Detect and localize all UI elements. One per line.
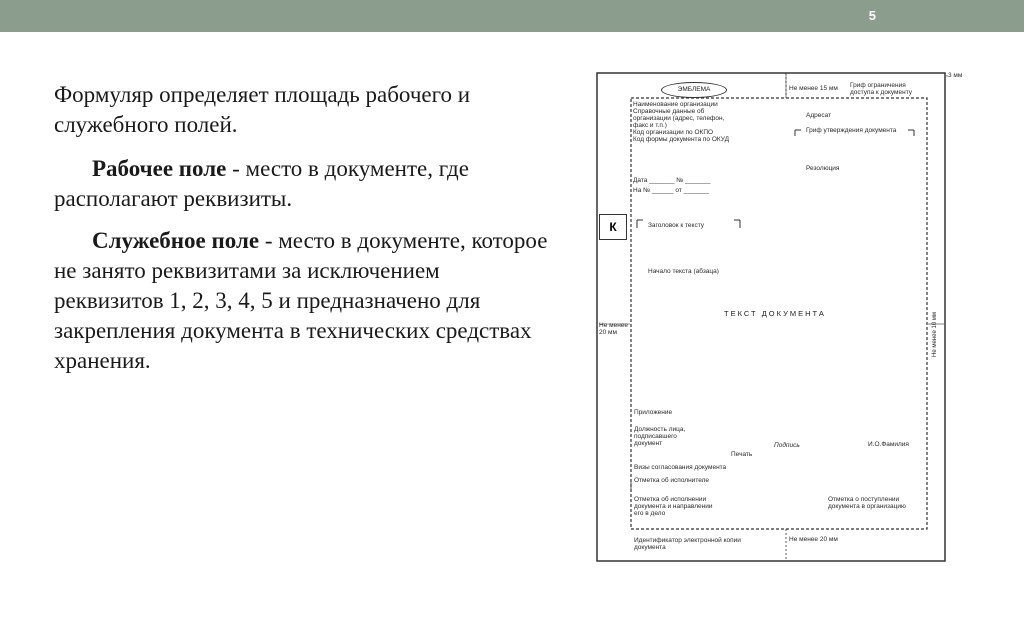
paragraph-working-field xyxy=(54,154,554,214)
document-text-title: ТЕКСТ ДОКУМЕНТА xyxy=(724,309,826,318)
definition-service-field: - место в документе, которое не занято реквизитами за исключением реквизитов 1, 2, 3, 4, 5 и предназначено для закрепления документа в технических средствах хранения. xyxy=(54,228,548,373)
approval-stamp: Гриф утверждения документа xyxy=(806,127,897,134)
date-line: Дата _______ № _______ xyxy=(633,177,711,184)
resolution: Резолюция xyxy=(806,165,840,172)
reference-line: На № ______ от _______ xyxy=(633,187,709,194)
executor-mark: Отметка об исполнителе xyxy=(634,477,710,484)
main-text xyxy=(54,80,554,376)
top-margin-note: Не менее 15 мм xyxy=(789,85,838,92)
receipt-mark: Отметка о поступлении документа в организацию xyxy=(828,496,906,510)
three-mm-note: 3 мм xyxy=(948,72,963,79)
approval-visas: Визы согласования документа xyxy=(634,464,727,471)
right-margin-note: Не менее 10 мм xyxy=(932,311,938,357)
slide-number: 5 xyxy=(868,8,876,23)
seal: Печать xyxy=(731,451,753,458)
document-form-diagram xyxy=(596,72,963,564)
k-mark: К xyxy=(599,214,627,240)
heading-to-text: Заголовок к тексту xyxy=(648,222,705,229)
org-line: организации (адрес, телефон, xyxy=(633,115,725,122)
bottom-margin-note: Не менее 20 мм xyxy=(789,536,838,543)
org-line: Наименование организации xyxy=(633,101,718,108)
term-service-field: Служебное поле xyxy=(92,228,260,253)
org-line: Справочные данные об xyxy=(633,108,705,115)
text-start: Начало текста (абзаца) xyxy=(648,268,719,275)
org-line: Код формы документа по ОКУД xyxy=(633,136,729,143)
emblem: ЭМБЛЕМА xyxy=(661,82,727,98)
electronic-copy-identifier: Идентификатор электронной копии документа xyxy=(634,537,741,551)
paragraph-service-field xyxy=(54,226,554,376)
paragraph-form-definition: Формуляр определяет площадь рабочего и служебного полей. xyxy=(54,82,471,137)
access-restriction-stamp: Гриф ограничения доступа к документу xyxy=(850,82,913,96)
signer-position: Должность лица, подписавшего документ xyxy=(634,426,686,447)
org-line: Код организации по ОКПО xyxy=(633,129,714,136)
form-frame xyxy=(596,72,948,564)
attachment: Приложение xyxy=(634,409,673,416)
top-bar xyxy=(0,0,1024,32)
org-line: факс и т.п.) xyxy=(633,122,667,129)
execution-mark: Отметка об исполнении документа и направлении его в дело xyxy=(634,496,713,517)
org-requisites xyxy=(633,101,729,143)
signature: Подпись xyxy=(774,442,800,449)
term-working-field: Рабочее поле xyxy=(92,156,227,181)
left-margin-note: Не менее 20 мм xyxy=(599,322,629,336)
full-name: И.О.Фамилия xyxy=(868,441,909,448)
definition-working-field: - место в документе, где располагают реквизиты. xyxy=(54,156,469,211)
addressee: Адресат xyxy=(806,112,832,119)
